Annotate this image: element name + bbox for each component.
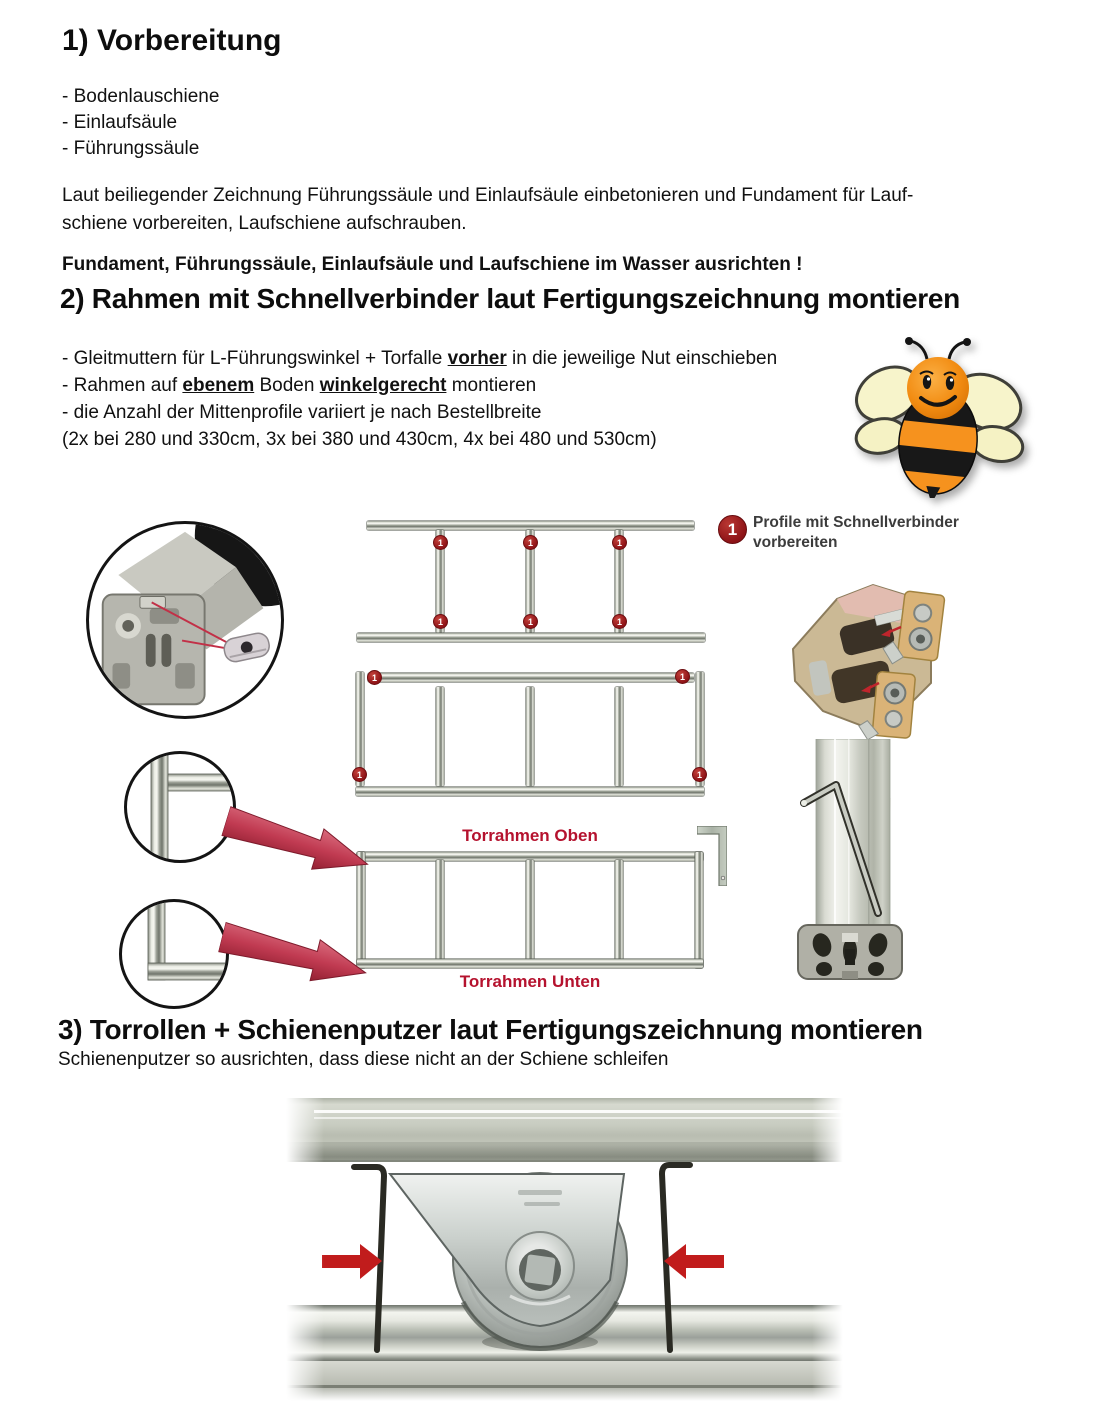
rail-horizontal [357, 633, 705, 642]
connector-badge: 1 [612, 535, 627, 550]
attention-arrow-right [664, 1244, 724, 1279]
connector-badge: 1 [433, 614, 448, 629]
rail-vertical [615, 860, 623, 960]
prep-list [62, 84, 219, 162]
bee-head-icon [907, 357, 969, 419]
connector-badge: 1 [612, 614, 627, 629]
frame-top-label: Torrahmen Oben [462, 826, 598, 845]
section1-heading: 1) Vorbereitung [62, 24, 282, 57]
intro-paragraph-line1: Laut beiliegender Zeichnung Führungssäule und Einlaufsäule einbetonieren und Fundament für Lauf- [62, 185, 914, 206]
profile-crosssection-photo [89, 524, 281, 716]
corner-joint-bottom-detail [119, 899, 229, 1009]
roller-photo [278, 1090, 846, 1403]
photo-edge-fade [812, 1090, 846, 1403]
emph-ebenem: ebenem [182, 375, 255, 396]
section2-bullets [62, 345, 777, 453]
bullet-gleitmuttern: - Gleitmuttern für L-Führungswinkel + Torfalle vorher in die jeweilige Nut einschieben [62, 348, 778, 369]
prep-list-item: - Einlaufsäule [62, 112, 178, 133]
slot-nut-icon [222, 631, 271, 663]
rail-horizontal [357, 959, 703, 968]
rail-vertical [615, 687, 623, 786]
frame-bottom-label: Torrahmen Unten [459, 972, 601, 991]
step1-badge: 1 [718, 515, 747, 544]
bee-antenna-icon [911, 341, 927, 359]
connector-badge: 1 [523, 535, 538, 550]
intro-paragraph-line2: schiene vorbereiten, Laufschiene aufschrauben. [62, 213, 467, 234]
profile-crosssection-detail [86, 521, 284, 719]
profile-connector-photo [783, 565, 958, 745]
bullet-bestellbreiten: (2x bei 280 und 330cm, 3x bei 380 und 430cm, 4x bei 480 und 530cm) [62, 429, 657, 450]
connector-badge: 1 [352, 767, 367, 782]
rail-vertical [436, 860, 444, 960]
bee-image [851, 336, 1026, 498]
rail-cleaner-overlay [278, 1090, 846, 1403]
corner-joint-top-detail [124, 751, 236, 863]
rail-horizontal [356, 787, 704, 796]
photo-edge-fade [278, 1090, 324, 1403]
rail-vertical [436, 687, 444, 786]
level-note: Fundament, Führungssäule, Einlaufsäule und Laufschiene im Wasser ausrichten ! [62, 254, 803, 275]
section3-heading: 3) Torrollen + Schienenputzer laut Fertigungszeichnung montieren [58, 1014, 923, 1045]
rail-horizontal [368, 673, 694, 682]
bullet-rahmen: - Rahmen auf ebenem Boden winkelgerecht montieren [62, 375, 537, 396]
step1-label: Profile mit Schnellverbinder vorbereiten [753, 514, 959, 551]
section3-subtext: Schienenputzer so ausrichten, dass diese nicht an der Schiene schleifen [58, 1049, 669, 1070]
angle-bracket [697, 826, 727, 886]
connector-badge: 1 [433, 535, 448, 550]
emph-vorher: vorher [447, 348, 507, 369]
prep-list-item: - Bodenlauschiene [62, 86, 220, 107]
rail-vertical [526, 687, 534, 786]
emph-winkelgerecht: winkelgerecht [319, 375, 447, 396]
connector-badge: 1 [523, 614, 538, 629]
connector-badge: 1 [692, 767, 707, 782]
section2-heading: 2) Rahmen mit Schnellverbinder laut Fertigungszeichnung montieren [60, 283, 960, 314]
connector-badge: 1 [367, 670, 382, 685]
profile-allen-key-photo [790, 739, 910, 989]
connector-badge: 1 [675, 669, 690, 684]
pointer-arrow [219, 797, 377, 889]
intro-paragraph [62, 182, 913, 238]
rail-vertical [526, 860, 534, 960]
pointer-arrow [216, 913, 374, 998]
attention-arrow-left [322, 1244, 382, 1279]
bullet-mittenprofile: - die Anzahl der Mittenprofile variiert je nach Bestellbreite [62, 402, 542, 423]
prep-list-item: - Führungssäule [62, 138, 200, 159]
rail-horizontal [367, 521, 694, 530]
